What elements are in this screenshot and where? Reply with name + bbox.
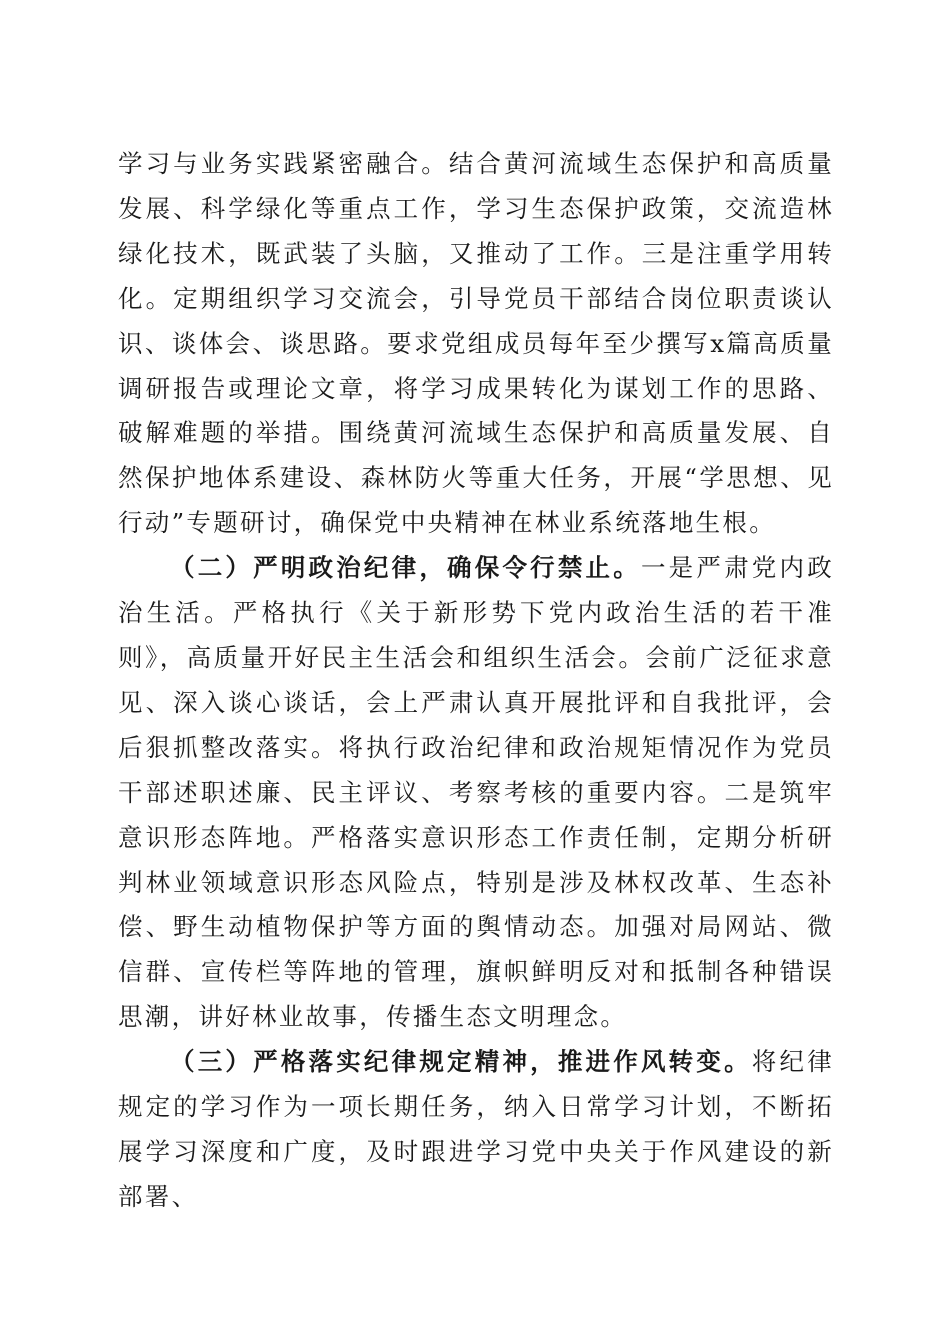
document-body <box>118 142 834 1220</box>
section-heading: （二）严明政治纪律，确保令行禁止。 <box>170 553 641 583</box>
paragraph-continuation <box>118 142 834 546</box>
paragraph-text: 将纪律规定的学习作为一项长期任务，纳入日常学习计划，不断拓展学习深度和广度，及时跟进学习党中央关于作风建设的新部署、 <box>118 1047 834 1211</box>
paragraph-section-2 <box>118 546 834 1040</box>
section-heading: （三）严格落实纪律规定精神，推进作风转变。 <box>170 1047 752 1077</box>
paragraph-section-3 <box>118 1040 834 1220</box>
paragraph-text: 一是严肃党内政治生活。严格执行《关于新形势下党内政治生活的若干准则》，高质量开好民主生活会和组织生活会。会前广泛征求意见、深入谈心谈话，会上严肃认真开展批评和自我批评，会后狠抓整改落实。将执行政治纪律和政治规矩情况作为党员干部述职述廉、民主评议、考察考核的重要内容。二是筑牢意识形态阵地。严格落实意识形态工作责任制，定期分析研判林业领域意识形态风险点，特别是涉及林权改革、生态补偿、野生动植物保护等方面的舆情动态。加强对局网站、微信群、宣传栏等阵地的管理，旗帜鲜明反对和抵制各种错误思潮，讲好林业故事，传播生态文明理念。 <box>118 553 834 1032</box>
paragraph-text: 学习与业务实践紧密融合。结合黄河流域生态保护和高质量发展、科学绿化等重点工作，学习生态保护政策，交流造林绿化技术，既武装了头脑，又推动了工作。三是注重学用转化。定期组织学习交流会，引导党员干部结合岗位职责谈认识、谈体会、谈思路。要求党组成员每年至少撰写x篇高质量调研报告或理论文章，将学习成果转化为谋划工作的思路、破解难题的举措。围绕黄河流域生态保护和高质量发展、自然保护地体系建设、森林防火等重大任务，开展“学思想、见行动”专题研讨，确保党中央精神在林业系统落地生根。 <box>118 149 834 538</box>
